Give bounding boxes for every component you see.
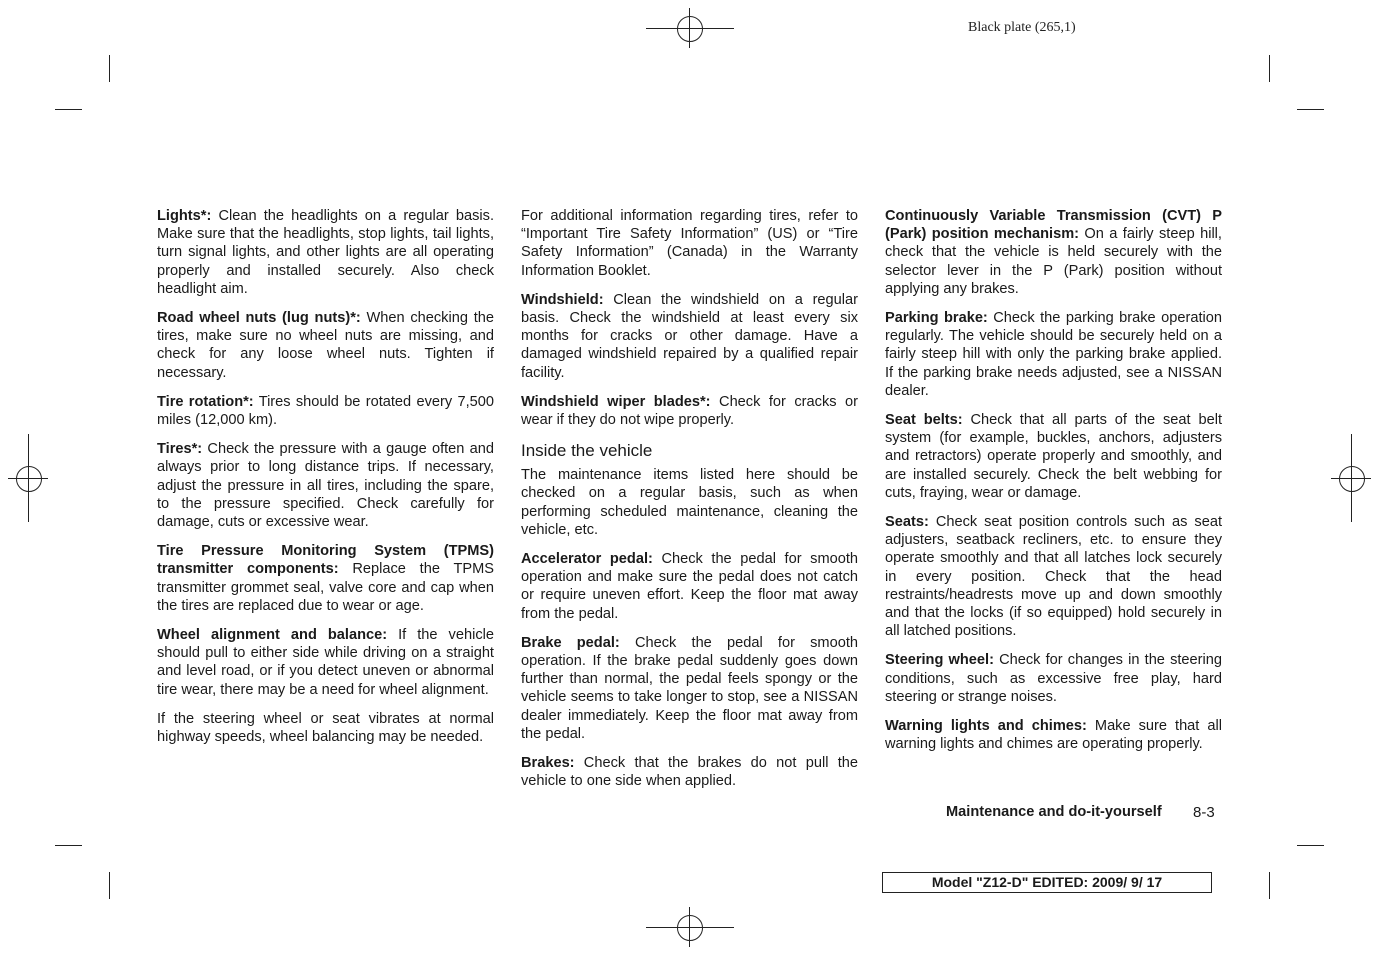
registration-circle [677, 915, 703, 941]
crop-mark [109, 872, 110, 899]
column-2 [521, 207, 858, 801]
paragraph-wiper-blades: Windshield wiper blades*: Check for cracks or wear if they do not wipe properly. [521, 393, 858, 429]
paragraph-steering-wheel: Steering wheel: Check for changes in the steering conditions, such as excessive free play, hard steering or strange noises. [885, 652, 1222, 705]
paragraph-tpms: Tire Pressure Monitoring System (TPMS) transmitter components: Replace the TPMS transmitter grommet seal, valve core and cap when the tires are replaced due to wear or age. [157, 543, 494, 614]
paragraph-wheel-balancing: If the steering wheel or seat vibrates at normal highway speeds, wheel balancing may be needed. [157, 710, 494, 746]
paragraph-windshield: Windshield: Clean the windshield on a regular basis. Check the windshield at least every six months for cracks or other damage. Have a damaged windshield repaired by a qualified repair facility. [521, 291, 858, 381]
registration-circle [1339, 466, 1365, 492]
paragraph-brakes: Brakes: Check that the brakes do not pull the vehicle to one side when applied. [521, 755, 858, 790]
paragraph-seats: Seats: Check seat position controls such as seat adjusters, seatback recliners, etc. to ensure they operate smoothly and that all latches lock securely in every position. Check that the head restraints/headrests move up and down smoothly and that the locks (if so equipped) hold securely in all latched positions. [885, 514, 1222, 640]
paragraph-warning-lights: Warning lights and chimes: Make sure that all warning lights and chimes are operating properly. [885, 718, 1222, 753]
paragraph-cvt-park: Continuously Variable Transmission (CVT) P (Park) position mechanism: On a fairly steep hill, check that the vehicle is held securely with the selector lever in the P (Park) position without applying any brakes. [885, 208, 1222, 297]
paragraph-tire-info: For additional information regarding tires, refer to “Important Tire Safety Information” (US) or “Tire Safety Information” (Canada) in the Warranty Information Booklet. [521, 208, 858, 279]
paragraph-accelerator: Accelerator pedal: Check the pedal for smooth operation and make sure the pedal does not catch or require uneven effort. Keep the floor mat away from the pedal. [521, 551, 859, 622]
model-edited-box: Model "Z12-D" EDITED: 2009/ 9/ 17 [882, 872, 1212, 893]
footer-section-title: Maintenance and do-it-yourself [946, 804, 1162, 820]
paragraph-parking-brake: Parking brake: Check the parking brake operation regularly. The vehicle should be securely held on a fairly steep hill with only the parking brake applied. If the parking brake needs adjusted, see a NISSAN dealer. [885, 310, 1222, 399]
column-3 [885, 207, 1222, 764]
paragraph-brake-pedal: Brake pedal: Check the pedal for smooth operation. If the brake pedal suddenly goes down further than normal, the pedal feels spongy or the vehicle seems to take longer to stop, see a NISSAN dealer immediately. Keep the floor mat away from the pedal. [521, 634, 858, 742]
crop-mark [1297, 109, 1324, 110]
crop-mark [1269, 55, 1270, 82]
crop-mark [109, 55, 110, 82]
paragraph-tires: Tires*: Check the pressure with a gauge often and always prior to long distance trips. If necessary, adjust the pressure in all tires, including the spare, to the pressure specified. Check carefully for damage, cuts or excessive wear. [157, 441, 494, 531]
crop-mark [1297, 845, 1324, 846]
registration-circle [16, 466, 42, 492]
page-number: 8-3 [1193, 804, 1215, 821]
paragraph-wheel-alignment: Wheel alignment and balance: If the vehicle should pull to either side while driving on a straight and level road, or if you detect uneven or abnormal tire wear, there may be a need for wheel alignment. [157, 627, 494, 698]
registration-circle [677, 16, 703, 42]
crop-mark [55, 109, 82, 110]
paragraph-tire-rotation: Tire rotation*: Tires should be rotated every 7,500 miles (12,000 km). [157, 393, 494, 429]
paragraph-lights: Lights*: Clean the headlights on a regular basis. Make sure that the headlights, stop lights, tail lights, turn signal lights, and other lights are all operating properly and installed securely. Also check headlight aim. [157, 208, 494, 297]
plate-label: Black plate (265,1) [968, 20, 1076, 35]
paragraph-seat-belts: Seat belts: Check that all parts of the seat belt system (for example, buckles, anchors, adjusters and retractors) operate properly and smoothly, and are installed securely. Check the belt webbing for cuts, fraying, wear or damage. [885, 412, 1222, 501]
paragraph-inside-intro: The maintenance items listed here should be checked on a regular basis, such as when performing scheduled maintenance, cleaning the vehicle, etc. [521, 467, 858, 538]
crop-mark [55, 845, 82, 846]
section-heading: Inside the vehicle [521, 441, 653, 461]
crop-mark [1269, 872, 1270, 899]
column-1 [157, 207, 494, 757]
paragraph-road-wheel-nuts: Road wheel nuts (lug nuts)*: When checking the tires, make sure no wheel nuts are missing, and check for any loose wheel nuts. Tighten if necessary. [157, 310, 494, 381]
